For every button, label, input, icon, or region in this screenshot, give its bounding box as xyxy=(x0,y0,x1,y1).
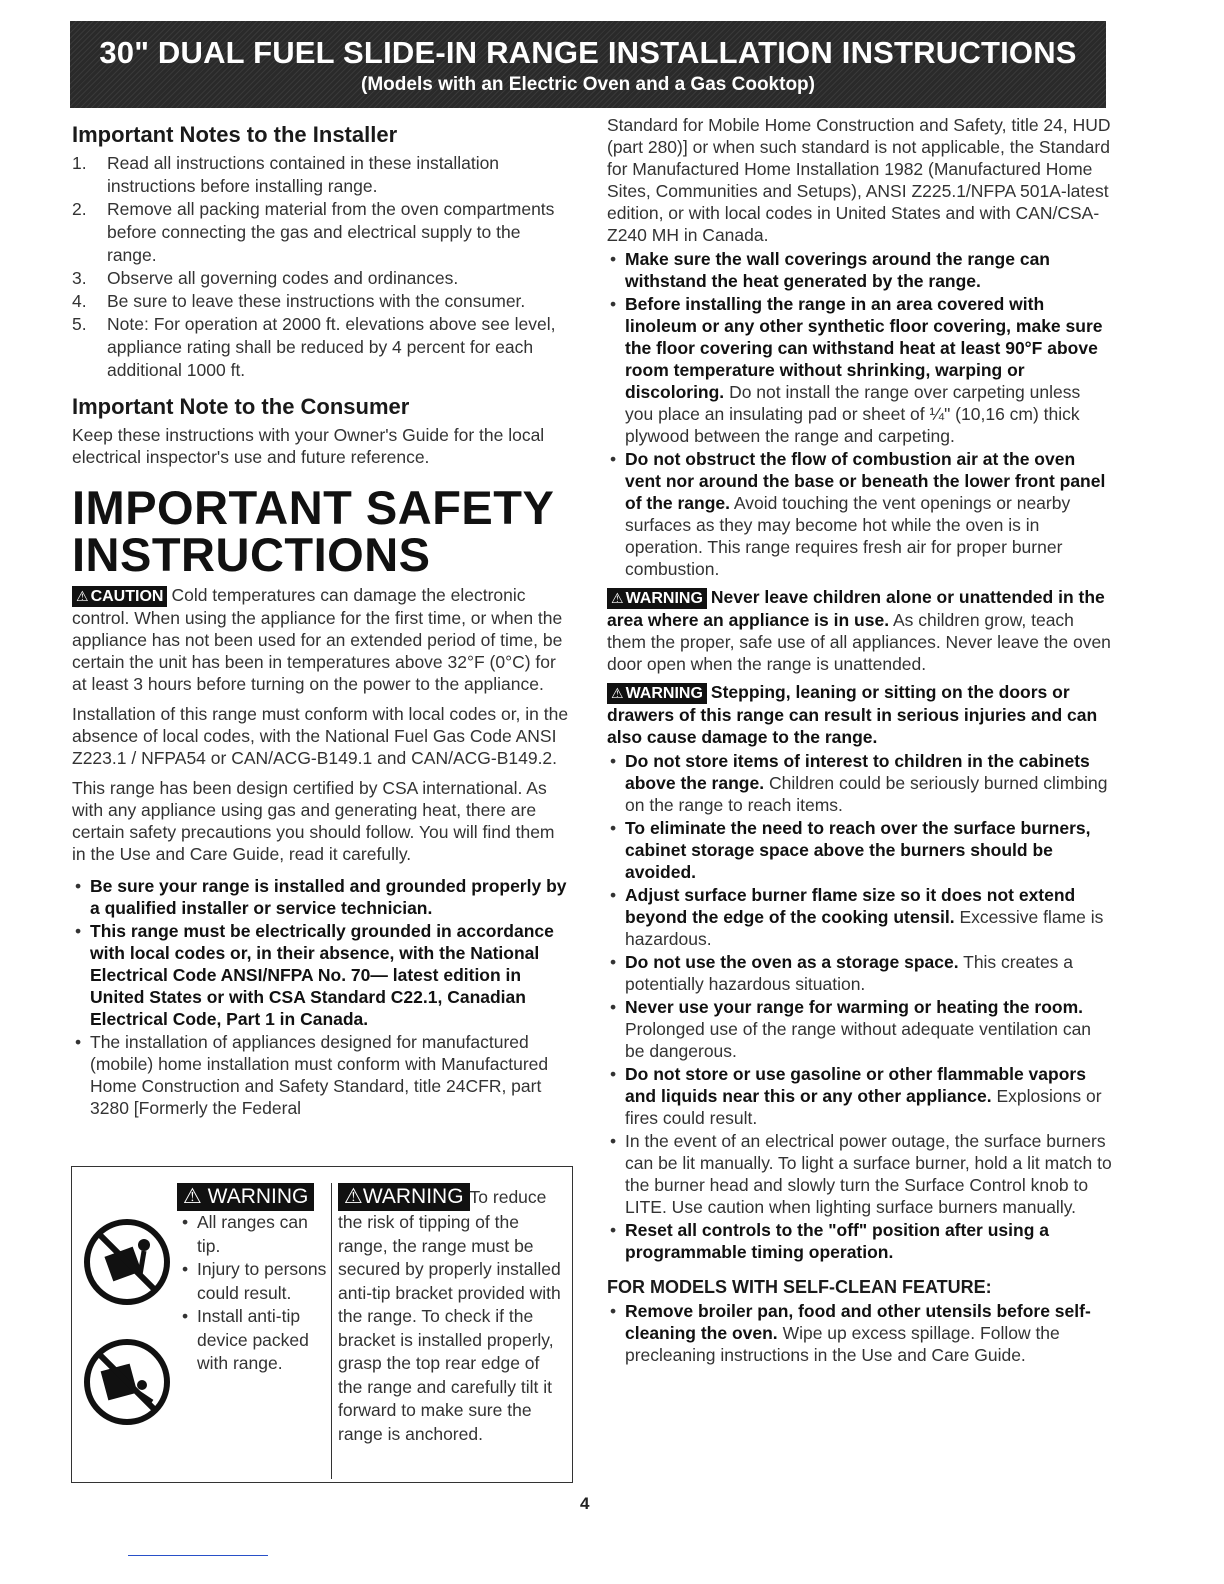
list-item: • Be sure your range is installed and grounded properly by a qualified installer or service technician. xyxy=(72,875,572,919)
no-tip-icon xyxy=(82,1337,172,1427)
warning-triangle-icon: ⚠ xyxy=(611,685,624,701)
warning-badge: ⚠WARNING xyxy=(338,1183,470,1211)
page-title: 30" DUAL FUEL SLIDE-IN RANGE INSTALLATION INSTRUCTIONS xyxy=(99,35,1077,70)
left-column xyxy=(72,116,572,1121)
anti-tip-warning-box xyxy=(71,1166,573,1483)
list-item: • In the event of an electrical power outage, the surface burners can be lit manually. To light a surface burner, hold a lit match to the burner head and slowly turn the Surface Control knob to LITE. Use caution when lighting surface burners manually. xyxy=(607,1130,1112,1218)
title-banner xyxy=(70,21,1106,108)
list-item: • Adjust surface burner flame size so it does not extend beyond the edge of the cooking utensil. Excessive flame is hazardous. xyxy=(607,884,1112,950)
list-item: • Remove broiler pan, food and other utensils before self-cleaning the oven. Wipe up excess spillage. Follow the precleaning instructions in the Use and Care Guide. xyxy=(607,1300,1112,1366)
list-item: 5. Note: For operation at 2000 ft. elevations above see level, appliance rating shall be reduced by 4 percent for each additional 1000 ft. xyxy=(72,314,556,380)
installer-notes-heading: Important Notes to the Installer xyxy=(72,122,398,147)
continued-text: Standard for Mobile Home Construction and Safety, title 24, HUD (part 280)] or when such standard is not applicable, the Standard for Manufactured Home Installation 1982 (Manufactured Home Sites, Communities and Setups), ANSI Z225.1/NFPA 501A-latest edition, or with local codes in United States and with CAN/CSA-Z240 MH in Canada. xyxy=(607,115,1111,245)
warning-badge: ⚠ WARNING xyxy=(607,683,707,704)
list-item: 3. Observe all governing codes and ordinances. xyxy=(72,268,459,288)
list-item: • The installation of appliances designed for manufactured (mobile) home installation must conform with Manufactured Home Construction and Safety Standard, title 24CFR, part 3280 [Formerly the Federal xyxy=(72,1031,572,1119)
tip-warning-text: ⚠WARNING To reduce the risk of tipping of the range, the range must be secured by properly installed anti-tip bracket provided with the range. To check if the bracket is installed properly, grasp the top rear edge of the range and carefully tilt it forward to make sure the range is anchored. xyxy=(331,1183,568,1479)
caution-badge: ⚠ CAUTION xyxy=(72,586,167,607)
footer-divider xyxy=(128,1555,268,1556)
warning-badge: ⚠ WARNING xyxy=(177,1183,314,1211)
self-clean-bullets xyxy=(607,1300,1112,1366)
children-warning: ⚠ WARNING Never leave children alone or unattended in the area where an appliance is in use. As children grow, teach them the proper, safe use of all appliances. Never leave the oven door open when the range is unattended. xyxy=(607,587,1111,674)
list-item: • This range must be electrically grounded in accordance with local codes or, in their absence, with the National Electrical Code ANSI/NFPA No. 70— latest edition in United States or with CSA Standard C22.1, Canadian Electrical Code, Part 1 in Canada. xyxy=(72,920,572,1030)
installer-notes-list xyxy=(72,152,572,382)
page-number: 4 xyxy=(580,1494,590,1513)
stepping-warning: ⚠ WARNING Stepping, leaning or sitting on the doors or drawers of this range can result in serious injuries and can also cause damage to the range. xyxy=(607,682,1098,747)
cabinet-bullets xyxy=(607,750,1112,1263)
list-item: • Do not use the oven as a storage space. This creates a potentially hazardous situation. xyxy=(607,951,1112,995)
warning-triangle-icon: ⚠ xyxy=(611,590,624,606)
tip-warning-list xyxy=(177,1183,327,1376)
warning-triangle-icon: ⚠ xyxy=(183,1185,202,1208)
list-item: • Make sure the wall coverings around the range can withstand the heat generated by the range. xyxy=(607,248,1112,292)
list-item: • Injury to persons could result. xyxy=(177,1258,327,1305)
consumer-note-text: Keep these instructions with your Owner's Guide for the local electrical inspector's use and future reference. xyxy=(72,425,545,467)
consumer-note-heading: Important Note to the Consumer xyxy=(72,394,410,419)
safety-bullets xyxy=(72,875,572,1119)
no-tip-icon xyxy=(82,1217,172,1307)
list-item: • All ranges can tip. xyxy=(177,1211,327,1258)
list-item: • Do not obstruct the flow of combustion air at the oven vent nor around the base or beneath the lower front panel of the range. Avoid touching the vent openings or nearby surfaces as they may become hot while the oven is in operation. This range requires fresh air for proper burner combustion. xyxy=(607,448,1112,580)
list-item: 2. Remove all packing material from the oven compartments before connecting the gas and electrical supply to the range. xyxy=(72,199,555,265)
list-item: • Never use your range for warming or heating the room. Prolonged use of the range without adequate ventilation can be dangerous. xyxy=(607,996,1112,1062)
list-item: • Do not store or use gasoline or other flammable vapors and liquids near this or any other appliance. Explosions or fires could result. xyxy=(607,1063,1112,1129)
install-paragraph: Installation of this range must conform with local codes or, in the absence of local codes, with the National Fuel Gas Code ANSI Z223.1 / NFPA54 or CAN/ACG-B149.1 and CAN/ACG-B149.2. xyxy=(72,704,569,768)
list-item: • Do not store items of interest to children in the cabinets above the range. Children could be seriously burned climbing on the range to reach items. xyxy=(607,750,1112,816)
self-clean-heading: FOR MODELS WITH SELF-CLEAN FEATURE: xyxy=(607,1277,992,1297)
list-item: • Install anti-tip device packed with range. xyxy=(177,1305,327,1376)
list-item: 4. Be sure to leave these instructions with the consumer. xyxy=(72,291,526,311)
right-column xyxy=(607,114,1112,1368)
list-item: • Reset all controls to the "off" position after using a programmable timing operation. xyxy=(607,1219,1112,1263)
list-item: • Before installing the range in an area covered with linoleum or any other synthetic floor covering, make sure the floor covering can withstand heat at least 90°F above room temperature without shrinking, warping or discoloring. Do not install the range over carpeting unless you place an insulating pad or sheet of ¼" (10,16 cm) thick plywood between the range and carpeting. xyxy=(607,293,1112,447)
page-subtitle: (Models with an Electric Oven and a Gas Cooktop) xyxy=(361,74,815,95)
list-item: 1. Read all instructions contained in these installation instructions before installing range. xyxy=(72,153,500,196)
caution-paragraph: ⚠ CAUTION Cold temperatures can damage the electronic control. When using the appliance for the first time, or when the appliance has not been used for an extended period of time, be certain the unit has been in temperatures above 32°F (0°C) for at least 3 hours before turning on the power to the appliance. xyxy=(72,585,563,694)
warning-triangle-icon: ⚠ xyxy=(76,588,89,604)
certified-paragraph: This range has been design certified by CSA international. As with any appliance using gas and generating heat, there are certain safety precautions you should follow. You will find them in the Use and Care Guide, read it carefully. xyxy=(72,778,555,864)
warning-badge: ⚠ WARNING xyxy=(607,588,707,609)
safety-heading: IMPORTANT SAFETY INSTRUCTIONS xyxy=(72,481,555,581)
warning-triangle-icon: ⚠ xyxy=(344,1185,363,1208)
list-item: • To eliminate the need to reach over the surface burners, cabinet storage space above the burners should be avoided. xyxy=(607,817,1112,883)
floor-bullets xyxy=(607,248,1112,580)
